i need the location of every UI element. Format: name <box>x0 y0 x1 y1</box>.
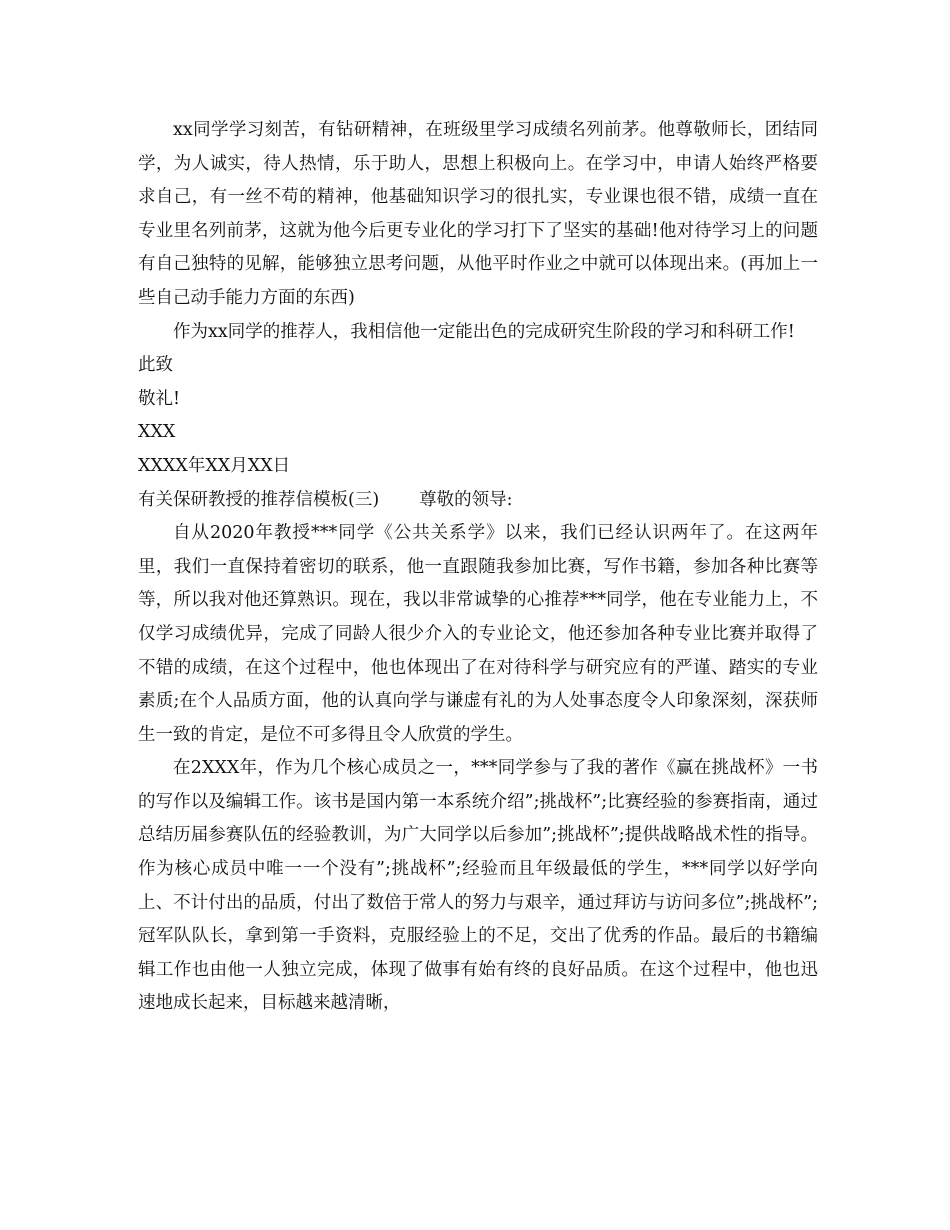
body-paragraph: 在2XXX年，作为几个核心成员之一，***同学参与了我的著作《赢在挑战杯》一书的写作以及编辑工作。该书是国内第一本系统介绍”;挑战杯”;比赛经验的参赛指南，通过总结历届参赛队伍的经验教训，为广大同学以后参加”;挑战杯”;提供战略战术性的指导。作为核心成员中唯一一个没有”;挑战杯”;经验而且年级最低的学生，***同学以好学向上、不计付出的品质，付出了数倍于常人的努力与艰辛，通过拜访与访问多位”;挑战杯”;冠军队队长，拿到第一手资料，克服经验上的不足，交出了优秀的作品。最后的书籍编辑工作也由他一人独立完成，体现了做事有始有终的良好品质。在这个过程中，他也迅速地成长起来，目标越来越清晰， <box>138 758 818 1014</box>
body-paragraph: 作为xx同学的推荐人，我相信他一定能出色的完成研究生阶段的学习和科研工作! <box>173 321 795 342</box>
section-title: 有关保研教授的推荐信模板(三) <box>138 489 380 510</box>
body-paragraph: 自从2020年教授***同学《公共关系学》以来，我们已经认识两年了。在这两年里，我们一直保持着密切的联系，他一直跟随我参加比赛，写作书籍，参加各种比赛等等，所以我对他还算熟识。现在，我以非常诚挚的心推荐***同学，他在专业能力上，不仅学习成绩优异，完成了同龄人很少介入的专业论文，他还参加各种专业比赛并取得了不错的成绩，在这个过程中，他也体现出了在对待科学与研究应有的严谨、踏实的专业素质;在个人品质方面，他的认真向学与谦虚有礼的为人处事态度令人印象深刻，深获师生一致的肯定，是位不可多得且令人欣赏的学生。 <box>138 523 818 745</box>
date-line: XXXX年XX月XX日 <box>138 455 291 476</box>
body-paragraph: xx同学学习刻苦，有钻研精神，在班级里学习成绩名列前茅。他尊敬师长，团结同学，为人诚实，待人热情，乐于助人，思想上积极向上。在学习中，申请人始终严格要求自己，有一丝不苟的精神，他基础知识学习的很扎实，专业课也很不错，成绩一直在专业里名列前茅，这就为他今后更专业化的学习打下了坚实的基础!他对待学习上的问题有自己独特的见解，能够独立思考问题，从他平时作业之中就可以体现出来。(再加上一些自己动手能力方面的东西) <box>138 120 818 308</box>
closing-line: 敬礼! <box>138 388 181 409</box>
document-body <box>138 114 818 1021</box>
closing-line: 此致 <box>138 355 173 376</box>
signature: XXX <box>138 422 176 443</box>
salutation: 尊敬的领导: <box>419 489 513 510</box>
section-heading-line <box>138 484 818 518</box>
